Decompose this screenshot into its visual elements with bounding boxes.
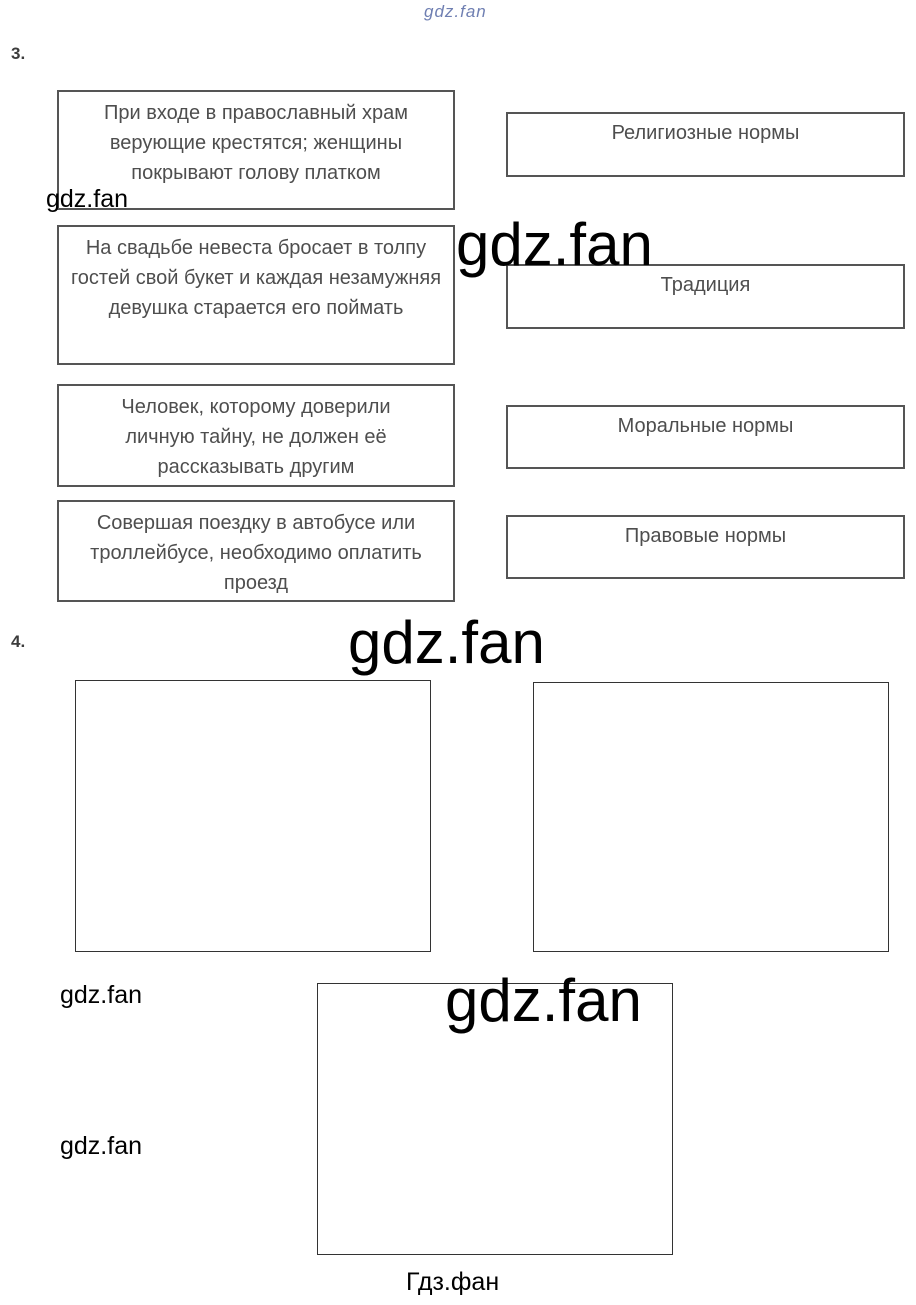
example-box-4 bbox=[57, 500, 455, 602]
example-text-3: Человек, которому доверили личную тайну, не должен её рассказывать другим bbox=[121, 396, 391, 478]
category-box-3 bbox=[506, 405, 905, 469]
category-text-1: Религиозные нормы bbox=[611, 122, 800, 144]
category-text-3: Моральные нормы bbox=[617, 415, 794, 437]
category-box-1 bbox=[506, 112, 905, 177]
task-4-number: 4. bbox=[11, 632, 26, 651]
category-text-2: Традиция bbox=[660, 274, 751, 296]
category-text-4: Правовые нормы bbox=[624, 525, 787, 547]
watermark-large-3: gdz.fan bbox=[445, 967, 642, 1034]
watermark-small-3: gdz.fan bbox=[60, 1132, 143, 1160]
watermark-bottom: Гдз.фан bbox=[406, 1268, 500, 1296]
watermark-large-2: gdz.fan bbox=[348, 609, 545, 676]
watermark-small-2: gdz.fan bbox=[60, 981, 143, 1009]
category-box-4 bbox=[506, 515, 905, 579]
example-box-3 bbox=[57, 384, 455, 487]
empty-box-left bbox=[75, 680, 431, 952]
example-text-1: При входе в православный храм верующие крестятся; женщины покрывают голову платком bbox=[103, 102, 408, 184]
example-text-2: На свадьбе невеста бросает в толпу гостей свой букет и каждая незамужняя девушка старается его поймать bbox=[70, 237, 442, 319]
empty-box-right bbox=[533, 682, 889, 952]
watermark-large-1: gdz.fan bbox=[456, 211, 653, 278]
watermark-top: gdz.fan bbox=[424, 2, 487, 21]
task-3-number: 3. bbox=[11, 44, 26, 63]
example-box-2 bbox=[57, 225, 455, 365]
example-text-4: Совершая поездку в автобусе или троллейбусе, необходимо оплатить проезд bbox=[90, 512, 422, 594]
watermark-small-1: gdz.fan bbox=[46, 185, 129, 213]
